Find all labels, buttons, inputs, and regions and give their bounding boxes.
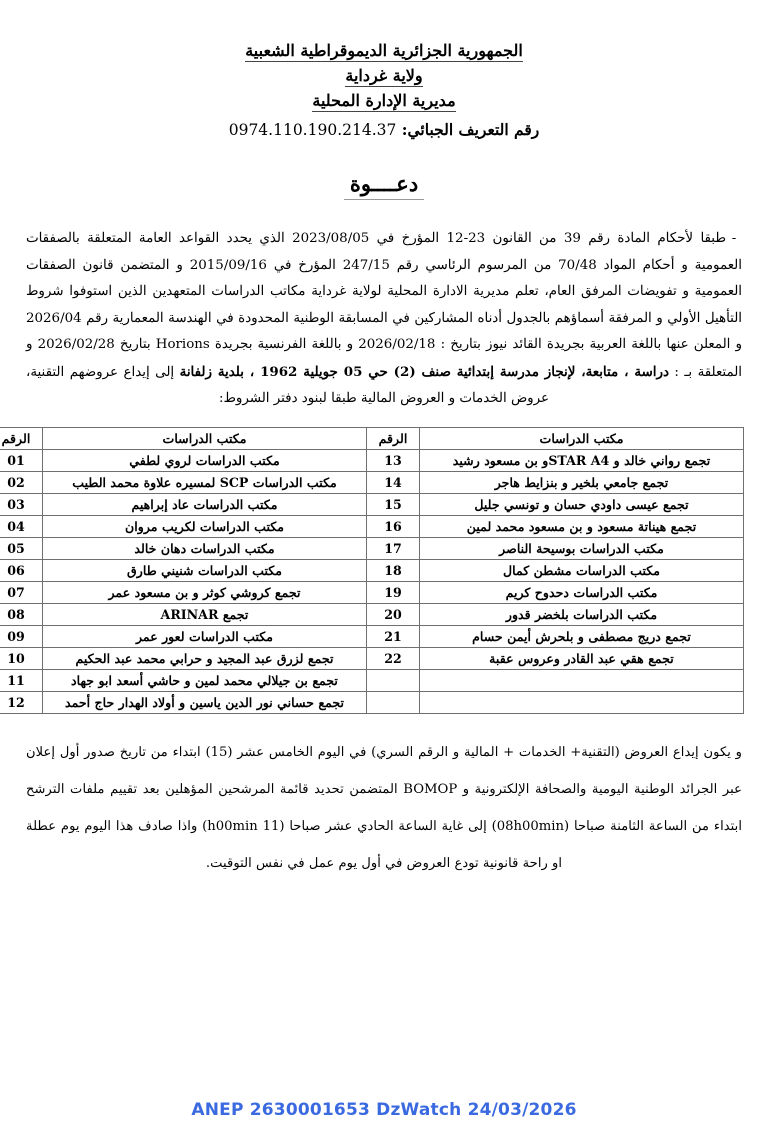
cell-office-left: مكتب الدراسات بوسيحة الناصر	[420, 537, 744, 559]
table-row	[0, 691, 744, 713]
header-office-left: مكتب الدراسات	[420, 427, 744, 449]
tax-id-label: رقم التعريف الجبائي:	[401, 120, 540, 139]
cell-number-left: 14	[367, 471, 420, 493]
cell-office-left: تجمع جامعي بلخير و بنزايط هاجر	[420, 471, 744, 493]
cell-office-right: تجمع كروشي كوثر و بن مسعود عمر	[43, 581, 367, 603]
closing-paragraph: و يكون إيداع العروض (التقنية+ الخدمات + المالية و الرقم السري) في اليوم الخامس عشر (15) ابتداء من تاريخ صدور أول إعلان عبر الجرائد الوطنية اليومية والصحافة الإلكترونية و BOMOP المتضمن تحديد قائمة المرشحين المؤهلين بعد تقييم ملفات الترشح ابتداء من الساعة الثامنة صباحا (08h00min) إلى غاية الساعة الحادي عشر صباحا (11 h00min) واذا صادف هذا اليوم يوم عطلة او راحة قانونية تودع العروض في أول يوم عمل في نفس التوقيت.	[26, 744, 743, 871]
header-number-right: الرقم	[0, 427, 43, 449]
offices-table	[0, 427, 744, 714]
cell-office-right: مكتب الدراسات شنيني طارق	[43, 559, 367, 581]
cell-number-right: 02	[0, 471, 43, 493]
cell-number-left	[367, 691, 420, 713]
cell-number-right: 05	[0, 537, 43, 559]
cell-number-right: 12	[0, 691, 43, 713]
page-title	[0, 171, 768, 200]
header-line-republic-text: الجمهورية الجزائرية الديموقراطية الشعبية	[245, 41, 523, 60]
table-row	[0, 537, 744, 559]
table-row	[0, 493, 744, 515]
table-row	[0, 625, 744, 647]
intro-paragraph	[26, 226, 742, 413]
tax-id-number: 0974.110.190.214.37	[228, 121, 397, 139]
table-row	[0, 647, 744, 669]
cell-number-right: 04	[0, 515, 43, 537]
anep-footer-text: ANEP 2630001653 DzWatch 24/03/2026	[191, 1100, 577, 1120]
cell-office-left: تجمع رواني خالد و STAR A4و بن مسعود رشيد	[420, 449, 744, 471]
cell-number-left: 18	[367, 559, 420, 581]
cell-office-right: مكتب الدراسات عاد إبراهيم	[43, 493, 367, 515]
header-line-directorate	[0, 88, 768, 113]
cell-office-left: مكتب الدراسات دحدوح كريم	[420, 581, 744, 603]
cell-number-right: 07	[0, 581, 43, 603]
cell-office-left	[420, 691, 744, 713]
offices-table-head	[0, 427, 744, 449]
tax-identification-line	[0, 117, 768, 143]
cell-number-left: 16	[367, 515, 420, 537]
table-row	[0, 603, 744, 625]
cell-number-right: 09	[0, 625, 43, 647]
cell-number-right: 03	[0, 493, 43, 515]
cell-office-left: تجمع دريج مصطفى و بلحرش أيمن حسام	[420, 625, 744, 647]
cell-office-right: مكتب الدراسات دهان خالد	[43, 537, 367, 559]
table-header-row	[0, 427, 744, 449]
cell-office-right: مكتب الدراسات لروي لطفي	[43, 449, 367, 471]
header-office-right: مكتب الدراسات	[43, 427, 367, 449]
intro-section	[26, 226, 742, 413]
cell-office-left: مكتب الدراسات مشطن كمال	[420, 559, 744, 581]
cell-office-left: تجمع هيناتة مسعود و بن مسعود محمد لمين	[420, 515, 744, 537]
cell-number-left: 17	[367, 537, 420, 559]
table-row	[0, 449, 744, 471]
cell-number-left: 20	[367, 603, 420, 625]
cell-office-right: تجمع بن جيلالي محمد لمين و حاشي أسعد ابو جهاد	[43, 669, 367, 691]
anep-footer	[0, 1100, 768, 1120]
cell-number-left: 21	[367, 625, 420, 647]
cell-number-right: 11	[0, 669, 43, 691]
bullet-dash: -	[731, 231, 737, 246]
cell-office-right: مكتب الدراسات لكريب مروان	[43, 515, 367, 537]
offices-table-body	[0, 449, 744, 713]
intro-bold-subject: دراسة ، متابعة، لإنجاز مدرسة إبتدائية صنف (2) حي 05 جويلية 1962 ، بلدية زلفانة	[179, 363, 669, 380]
cell-office-left	[420, 669, 744, 691]
cell-office-right: تجمع حساني نور الدين ياسين و أولاد الهدار حاج أحمد	[43, 691, 367, 713]
table-row	[0, 515, 744, 537]
cell-number-left	[367, 669, 420, 691]
page-title-text: دعــــوة	[344, 171, 424, 200]
cell-number-left: 19	[367, 581, 420, 603]
cell-number-left: 13	[367, 449, 420, 471]
cell-office-right: تجمع لزرق عبد المجيد و حرابي محمد عبد الحكيم	[43, 647, 367, 669]
cell-number-left: 15	[367, 493, 420, 515]
cell-office-right: مكتب الدراسات SCP لمسيره علاوة محمد الطيب	[43, 471, 367, 493]
table-row	[0, 669, 744, 691]
cell-office-left: مكتب الدراسات بلخضر قدور	[420, 603, 744, 625]
cell-office-right: مكتب الدراسات لعور عمر	[43, 625, 367, 647]
header-number-left: الرقم	[367, 427, 420, 449]
closing-section	[26, 734, 742, 882]
cell-number-right: 06	[0, 559, 43, 581]
document-header	[0, 38, 768, 143]
header-line-republic	[0, 38, 768, 63]
table-row	[0, 471, 744, 493]
table-row	[0, 581, 744, 603]
cell-number-right: 08	[0, 603, 43, 625]
intro-text-part2: إلى إيداع عروضهم التقنية، عروض الخدمات و العروض المالية طبقا لبنود دفتر الشروط:	[26, 364, 549, 406]
intro-text-part1: طبقا لأحكام المادة رقم 39 من القانون 23-12 المؤرخ في 2023/08/05 الذي يحدد القواعد العامة المتعلقة بالصفقات العمومية و أحكام المواد 70/48 من المرسوم الرئاسي رقم 247/15 المؤرخ في 2015/09/16 و المتضمن قانون الصفقات العمومية و تفويضات المرفق العام، تعلم مديرية الادارة المحلية لولاية غرداية مكاتب الدراسات المتعهدين الذين استوفوا شروط التأهيل الأولي و المرفقة أسماؤهم بالجدول أدناه المشاركين في المسابقة الوطنية المحدودة في الهندسة المعمارية رقم 2026/04 و المعلن عنها باللغة العربية بجريدة القائد نيوز بتاريخ : 2026/02/18 و باللغة الفرنسية بجريدة Horions بتاريخ 2026/02/28 و المتعلقة بـ :	[26, 231, 743, 380]
header-line-directorate-text: مديرية الإدارة المحلية	[312, 91, 456, 110]
cell-office-left: تجمع عيسى داودي حسان و تونسي جليل	[420, 493, 744, 515]
cell-number-right: 10	[0, 647, 43, 669]
cell-office-left: تجمع هقي عبد القادر وعروس عقبة	[420, 647, 744, 669]
header-line-wilaya-text: ولاية غرداية	[345, 66, 423, 85]
offices-table-container	[1, 427, 744, 714]
cell-number-right: 01	[0, 449, 43, 471]
table-row	[0, 559, 744, 581]
cell-office-right: تجمع ARINAR	[43, 603, 367, 625]
cell-number-left: 22	[367, 647, 420, 669]
header-line-wilaya	[0, 63, 768, 88]
